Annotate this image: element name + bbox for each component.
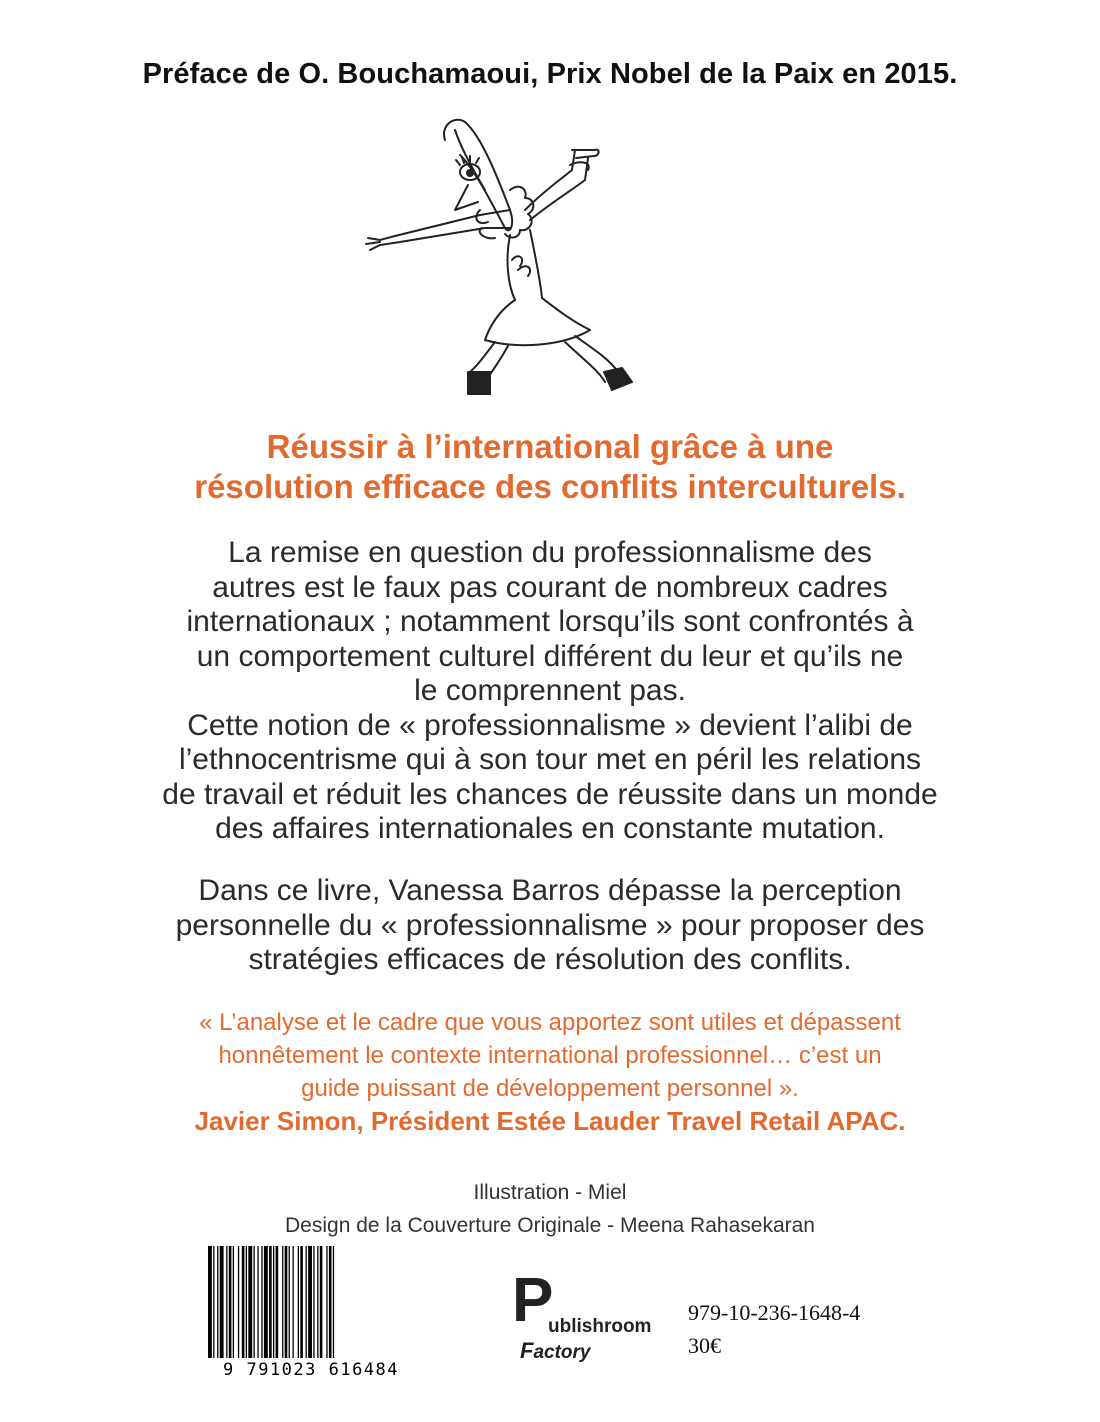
paragraph-line: de travail et réduit les chances de réussite dans un monde xyxy=(162,777,938,811)
quote-author: Javier Simon, Président Estée Lauder Travel Retail APAC. xyxy=(194,1106,906,1136)
logo-letter: P xyxy=(512,1266,554,1335)
logo-name-line-1: ublishroom xyxy=(548,1316,652,1337)
paragraph-2 xyxy=(80,874,1020,978)
paragraph-1 xyxy=(80,536,1020,847)
quote-line: honnêtement le contexte international professionnel… c’est un xyxy=(218,1042,882,1069)
paragraph-line: stratégies efficaces de résolution des conflits. xyxy=(248,943,852,976)
design-credit: Design de la Couverture Originale - Meena Rahasekaran xyxy=(285,1214,815,1237)
paragraph-line: des affaires internationales en constante mutation. xyxy=(215,812,885,845)
isbn-block xyxy=(688,1296,860,1362)
logo-name-line-2: Factory xyxy=(520,1338,591,1363)
paragraph-line: personnelle du « professionnalisme » pour proposer des xyxy=(175,908,925,942)
paragraph-line: Dans ce livre, Vanessa Barros dépasse la perception xyxy=(198,874,902,907)
paragraph-line: Cette notion de « professionnalisme » devient l’alibi de xyxy=(187,708,913,742)
illustration-credit: Illustration - Miel xyxy=(473,1181,627,1204)
testimonial-quote xyxy=(80,1006,1020,1138)
headline xyxy=(0,427,1100,507)
barcode-digits: 9 791023 616484 xyxy=(206,1358,416,1382)
credits xyxy=(0,1176,1100,1242)
price: 30€ xyxy=(688,1333,721,1358)
preface-line: Préface de O. Bouchamaoui, Prix Nobel de la Paix en 2015. xyxy=(142,58,958,90)
quote-line: « L’analyse et le cadre que vous apportez sont utiles et dépassent xyxy=(199,1009,901,1036)
paragraph-line: un comportement culturel différent du leur et qu’ils ne xyxy=(196,639,904,673)
paragraph-line: autres est le faux pas courant de nombreux cadres xyxy=(212,570,888,604)
quote-line: guide puissant de développement personnel ». xyxy=(301,1075,799,1102)
paragraph-line: le comprennent pas. xyxy=(414,674,686,707)
illustration-dancing-woman xyxy=(360,110,680,400)
paragraph-line: internationaux ; notamment lorsqu’ils sont confrontés à xyxy=(186,605,914,638)
paragraph-line: l’ethnocentrisme qui à son tour met en péril les relations xyxy=(178,743,922,776)
paragraph-line: La remise en question du professionnalisme des xyxy=(228,536,872,569)
headline-line-2: résolution efficace des conflits interculturels. xyxy=(194,468,906,505)
isbn-number: 979-10-236-1648-4 xyxy=(688,1300,861,1325)
headline-line-1: Réussir à l’international grâce à une xyxy=(266,428,834,465)
publisher-logo xyxy=(512,1266,662,1366)
